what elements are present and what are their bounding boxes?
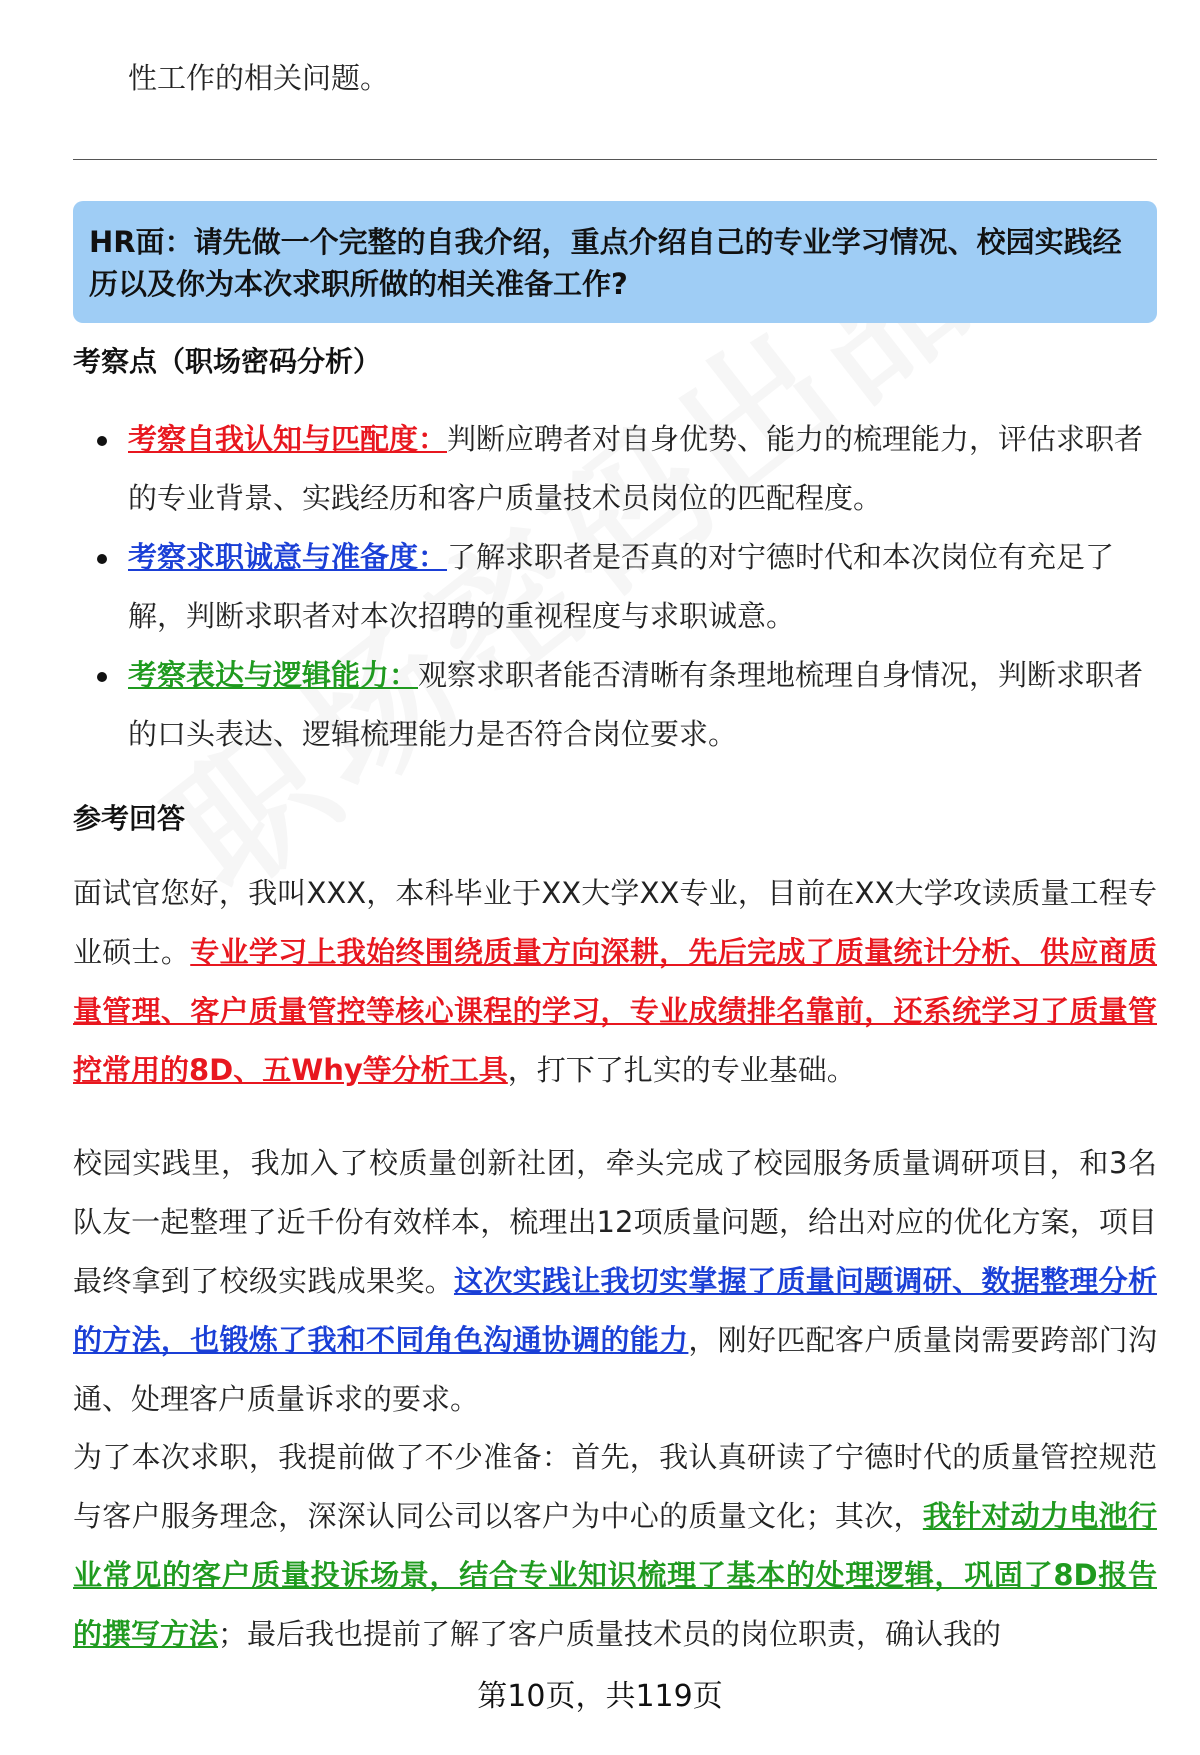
- question-text: HR面：请先做一个完整的自我介绍，重点介绍自己的专业学习情况、校园实践经历以及你为本次求职所做的相关准备工作?: [89, 225, 1122, 301]
- bullet-text: 了解求职者是否真的对宁德时代和本次岗位有充足了解，判断求职者对本次招聘的重视程度与求职诚意。: [128, 540, 1115, 633]
- answer-paragraph-2: [73, 1134, 1157, 1429]
- list-item: [73, 646, 1157, 764]
- exam-heading: 考察点（职场密码分析）: [73, 345, 382, 378]
- bullet-text: 判断应聘者对自身优势、能力的梳理能力，评估求职者的专业背景、实践经历和客户质量技术员岗位的匹配程度。: [128, 422, 1144, 515]
- paragraph-text: 为了本次求职，我提前做了不少准备：首先，我认真研读了宁德时代的质量管控规范与客户服务理念，深深认同公司以客户为中心的质量文化；其次，: [73, 1440, 1157, 1533]
- divider: [73, 159, 1157, 160]
- bullet-keyword: 考察自我认知与匹配度：: [128, 422, 448, 456]
- page-number: 第10页，共119页: [477, 1679, 723, 1714]
- answer-heading: 参考回答: [73, 802, 186, 835]
- list-item: [73, 528, 1157, 646]
- bullet-dot: [97, 554, 107, 564]
- answer-paragraph-3: [73, 1428, 1157, 1664]
- paragraph-text: 面试官您好，我叫XXX，本科毕业于XX大学XX专业，目前在XX大学攻读质量工程专业硕士。: [73, 876, 1157, 969]
- continuation-text: 性工作的相关问题。: [128, 61, 390, 95]
- highlight-text: 我针对动力电池行业常见的客户质量投诉场景，结合专业知识梳理了基本的处理逻辑，巩固了8D报告的撰写方法: [73, 1499, 1157, 1651]
- bullet-text: 观察求职者能否清晰有条理地梳理自身情况，判断求职者的口头表达、逻辑梳理能力是否符合岗位要求。: [128, 658, 1144, 751]
- list-item: [73, 410, 1157, 528]
- bullet-dot: [97, 672, 107, 682]
- question-box: [73, 201, 1157, 323]
- paragraph-text: 校园实践里，我加入了校质量创新社团，牵头完成了校园服务质量调研项目，和3名队友一起整理了近千份有效样本，梳理出12项质量问题，给出对应的优化方案，项目最终拿到了校级实践成果奖。: [73, 1146, 1157, 1298]
- highlight-text: 专业学习上我始终围绕质量方向深耕，先后完成了质量统计分析、供应商质量管理、客户质量管控等核心课程的学习，专业成绩排名靠前，还系统学习了质量管控常用的8D、五Why等分析工具: [73, 935, 1157, 1087]
- bullet-keyword: 考察求职诚意与准备度：: [128, 540, 448, 574]
- answer-paragraph-1: [73, 864, 1157, 1100]
- paragraph-text: ；最后我也提前了解了客户质量技术员的岗位职责，确认我的: [218, 1617, 1002, 1651]
- paragraph-text: ，打下了扎实的专业基础。: [507, 1053, 856, 1087]
- highlight-text: 这次实践让我切实掌握了质量问题调研、数据整理分析的方法，也锻炼了我和不同角色沟通协调的能力: [73, 1264, 1157, 1357]
- exam-points-list: [73, 410, 1157, 764]
- bullet-dot: [97, 436, 107, 446]
- bullet-keyword: 考察表达与逻辑能力：: [128, 658, 419, 692]
- paragraph-text: ，刚好匹配客户质量岗需要跨部门沟通、处理客户质量诉求的要求。: [73, 1323, 1157, 1416]
